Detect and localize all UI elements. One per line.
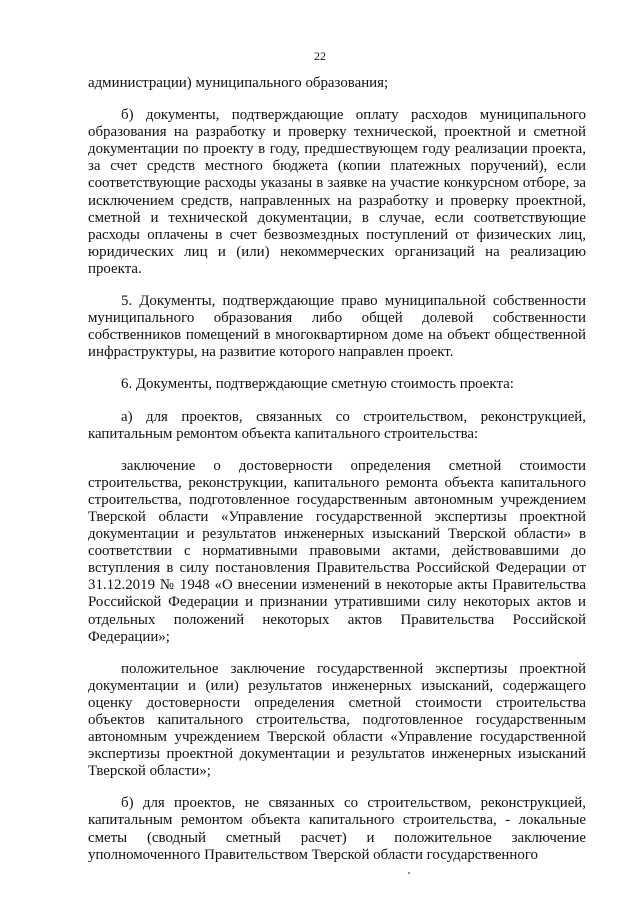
paragraph-item-a-construction-projects: а) для проектов, связанных со строительством, реконструкцией, капитальным ремонтом объекта капитального строительства: <box>88 408 586 442</box>
document-body <box>88 75 586 864</box>
paragraph-continuation: администрации) муниципального образования; <box>88 75 389 91</box>
paragraph-item-6-cost-documents: 6. Документы, подтверждающие сметную стоимость проекта: <box>121 376 514 393</box>
paragraph-positive-expertise-conclusion: положительное заключение государственной экспертизы проектной документации и (или) результатов инженерных изысканий, содержащего оценку достоверности определения сметной стоимости строительства объектов капитального строительства, подготовленное государственным автономным учреждением Тверской области «Управление государственной экспертизы проектной документации и результатов инженерных изысканий Тверской области»; <box>88 660 586 780</box>
page-number: 22 <box>314 49 326 63</box>
paragraph-item-b-payment-documents: б) документы, подтверждающие оплату расходов муниципального образования на разработку и проверку технической, проектной и сметной документации по проекту в году, предшествующем году реализации проекта, за счет средств местного бюджета (копии платежных поручений), если соответствующие расходы указаны в заявке на участие конкурсном отборе, за исключением средств, направленных на разработку и проверку проектной, сметной и технической документации, в случае, если соответствующие расходы оплачены в счет безвозмездных поступлений от физических лиц, юридических лиц и (или) некоммерческих организаций на реализацию проекта. <box>88 107 586 277</box>
paragraph-item-5-ownership-documents: 5. Документы, подтверждающие право муниципальной собственности муниципального образования либо общей долевой собственности собственников помещений в многоквартирном доме на объект общественной инфраструктуры, на развитие которого направлен проект. <box>88 293 586 361</box>
paragraph-cost-reliability-conclusion: заключение о достоверности определения сметной стоимости строительства, реконструкции, капитального ремонта объекта капитального строительства, подготовленное государственным автономным учреждением Тверской области «Управление государственной экспертизы проектной документации и результатов инженерных изысканий Тверской области» в соответствии с нормативными правовыми актами, действовавшими до вступления в силу постановления Правительства Российской Федерации от 31.12.2019 № 1948 «О внесении изменений в некоторые акты Правительства Российской Федерации и признании утратившими силу некоторых актов и отдельных положений некоторых актов Правительства Российской Федерации»; <box>88 457 586 645</box>
paragraph-item-b-non-construction-projects: б) для проектов, не связанных со строительством, реконструкцией, капитальным ремонтом объекта капитального строительства, - локальные сметы (сводный сметный расчет) и положительное заключение уполномоченного Правительством Тверской области государственного <box>88 795 586 863</box>
scan-speck <box>408 872 410 874</box>
